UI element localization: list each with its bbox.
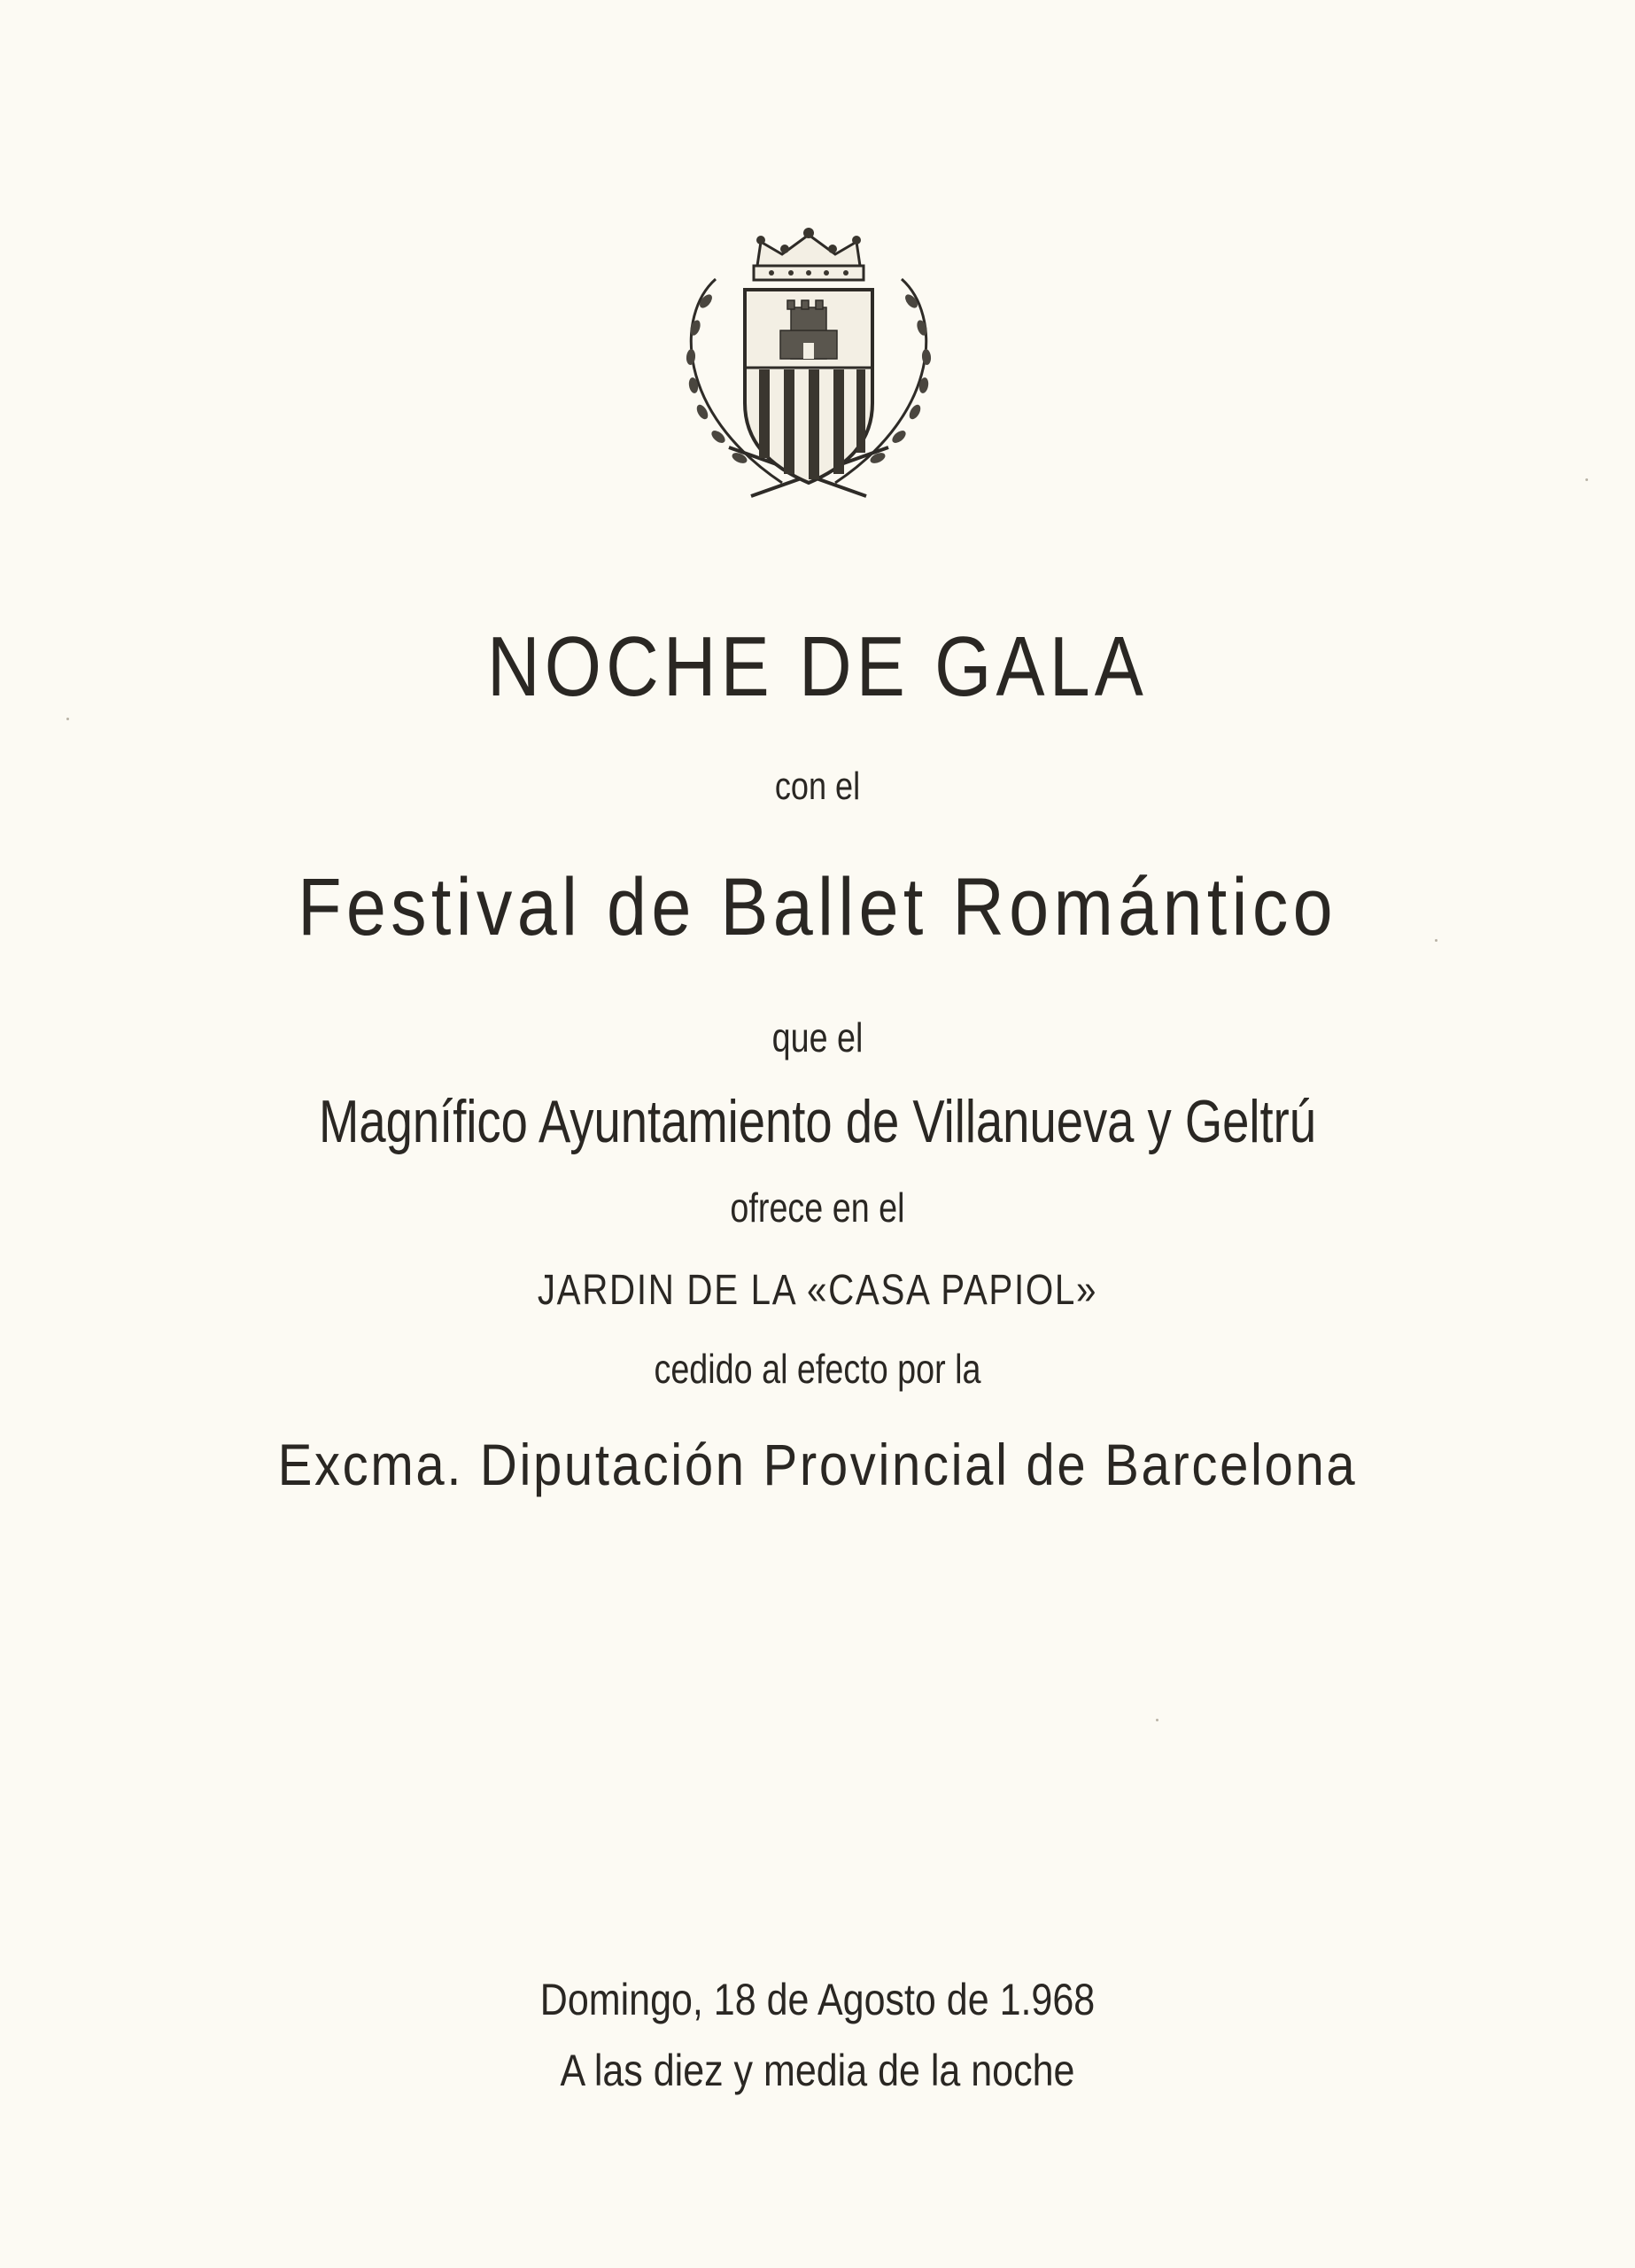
connector-con-el: con el [774,765,861,808]
venue-name: JARDIN DE LA «CASA PAPIOL» [537,1267,1098,1314]
connector-ofrece: ofrece en el [730,1184,905,1231]
connector-que-el: que el [771,1014,864,1060]
event-date: Domingo, 18 de Agosto de 1.968 [539,1975,1096,2024]
host-name: Magnífico Ayuntamiento de Villanueva y Geltrú [319,1088,1316,1155]
event-subtitle: Festival de Ballet Romántico [298,862,1337,952]
paper-speck [1585,478,1588,481]
paper-speck [1156,1719,1158,1721]
event-time: A las diez y media de la noche [560,2046,1075,2095]
paper-speck [66,718,69,720]
coat-of-arms-icon [667,226,950,509]
lender-name: Excma. Diputación Provincial de Barcelona [277,1432,1358,1497]
connector-cedido: cedido al efecto por la [654,1346,981,1392]
event-title: NOCHE DE GALA [486,619,1149,714]
